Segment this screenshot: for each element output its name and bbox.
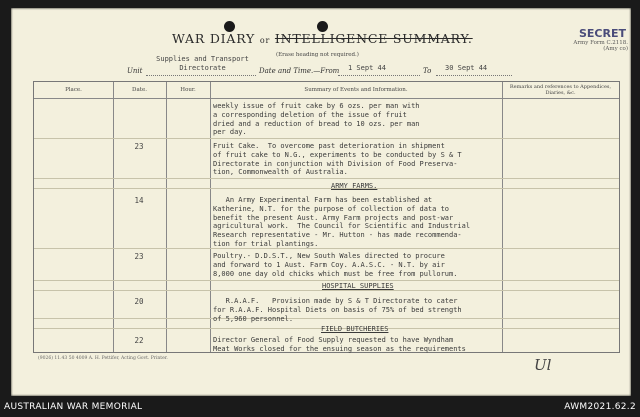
col-header-hour: Hour. — [180, 87, 196, 93]
row-rule — [34, 178, 619, 179]
section-heading: FIELD BUTCHERIES — [321, 325, 389, 333]
entry-date: 22 — [134, 336, 144, 345]
entry-text: weekly issue of fruit cake by 6 ozs. per man with a corresponding deletion of the issue of fruit dried and a reduction of bread to 10 ozs. per man per day. — [213, 102, 420, 137]
unit-value — [150, 55, 255, 73]
title-or: or — [259, 36, 271, 45]
date-to: 30 Sept 44 — [445, 64, 488, 72]
entry-date: 23 — [134, 142, 144, 151]
secret-stamp: SECRET — [579, 27, 626, 40]
row-rule — [34, 280, 619, 281]
title-war-diary: WAR DIARY — [172, 31, 256, 46]
row-rule — [34, 290, 619, 291]
page-title — [172, 31, 473, 46]
archive-credit: AUSTRALIAN WAR MEMORIAL — [4, 402, 143, 412]
col-divider — [166, 82, 167, 352]
date-from-underline — [338, 75, 420, 76]
col-divider — [113, 82, 114, 352]
entry-date: 23 — [134, 252, 144, 261]
entry-text: Poultry.- D.D.S.T., New South Wales directed to procure and forward to 1 Aust. Farm Coy. A.A.S.C. - N.T. by air 8,000 one day old chicks which must be free from pullorum. — [213, 252, 458, 278]
unit-label: Unit — [127, 67, 143, 75]
unit-underline — [146, 75, 256, 76]
army-form-number — [558, 40, 628, 52]
date-label: Date and Time.—From — [259, 67, 340, 75]
col-header-place: Place. — [65, 87, 82, 93]
archive-reference: AWM2021.62.2 — [564, 402, 636, 412]
col-header-date: Date. — [132, 87, 147, 93]
header-rule — [34, 98, 619, 99]
printer-imprint: (9026) 11.43 50 4009 A. H. Pettifer, Acting Govt. Printer. — [38, 356, 168, 361]
title-intelligence-summary: INTELLIGENCE SUMMARY. — [274, 31, 473, 46]
to-label: To — [423, 67, 432, 75]
army-form-label: Army Form C.2118. — [573, 40, 628, 46]
col-divider — [210, 82, 211, 352]
handwritten-initials: Ul — [534, 356, 552, 374]
row-rule — [34, 188, 619, 189]
col-header-remarks: Remarks and references to Appendices, Diaries, &c. — [509, 84, 612, 96]
col-header-summary: Summary of Events and Information. — [304, 87, 408, 93]
entry-date: 14 — [134, 196, 144, 205]
entry-text: An Army Experimental Farm has been established at Katherine, N.T. for the purpose of collection of data to benefit the present Aust. Army Farm projects and post-war agricultural work. The Council for Scientific and Industrial Research representative - Mr. Hutton - has made recommenda- tion for trial plantings. — [213, 196, 471, 248]
entry-date: 20 — [134, 297, 144, 306]
date-from: 1 Sept 44 — [348, 64, 386, 72]
unit-value-line1: Supplies and Transport — [156, 55, 249, 63]
section-heading: HOSPITAL SUPPLIES — [322, 282, 394, 290]
entry-text: Fruit Cake. To overcome past deterioration in shipment of fruit cake to N.G., experiments to be conducted by S & T Directorate in conjunction with Division of Food Preserva- tion, Commonwealth of Australia. — [213, 142, 462, 177]
unit-value-line2: Directorate — [179, 64, 226, 72]
row-rule — [34, 138, 619, 139]
entry-text: R.A.A.F. Provision made by S & T Directorate to cater for R.A.A.F. Hospital Diets on basis of 75% of bed strength of 5,960 personnel. — [213, 297, 462, 323]
entry-text: Director General of Food Supply requested to have Wyndham Meat Works closed for the ensuing season as the requirements — [213, 336, 466, 353]
section-heading: ARMY FARMS. — [331, 182, 378, 190]
date-to-underline — [436, 75, 512, 76]
erase-note: (Erase heading not required.) — [276, 52, 359, 58]
army-form-sub: (Amy co) — [603, 46, 628, 52]
